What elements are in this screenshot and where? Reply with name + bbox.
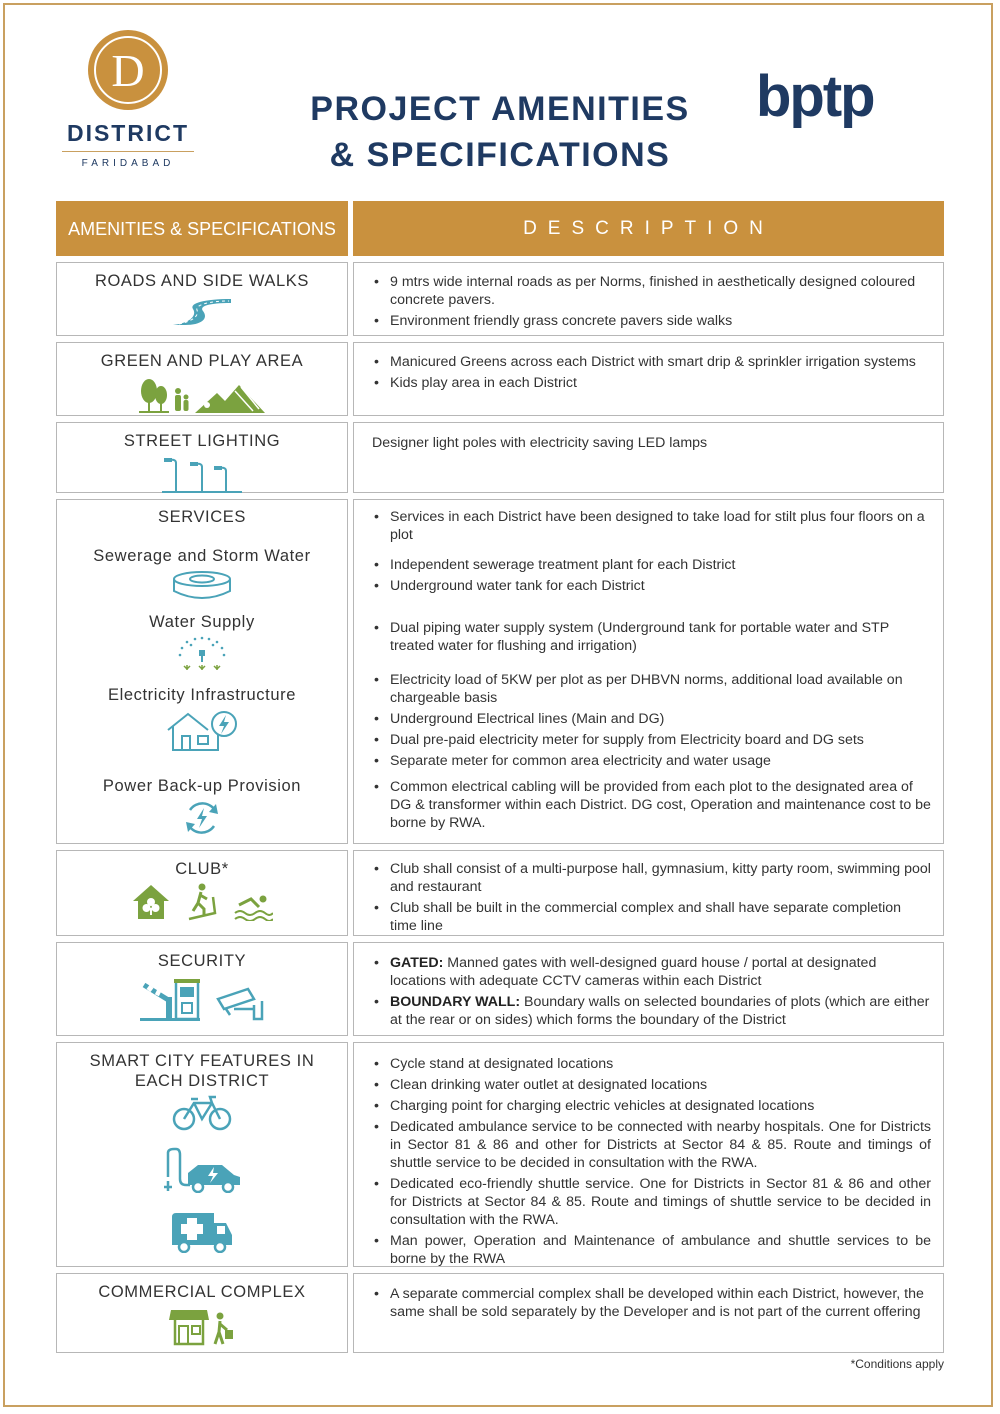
electricity-label: Electricity Infrastructure [108, 686, 296, 704]
shop-icon [169, 1308, 209, 1346]
list-item [372, 993, 931, 1029]
header-amenities: AMENITIES & SPECIFICATIONS [56, 201, 348, 256]
boom-barrier-icon [140, 977, 200, 1021]
list-item [372, 954, 931, 990]
svg-text:D: D [111, 45, 145, 96]
list-item: • Underground water tank for each District [372, 577, 931, 595]
sewerage-pipe-icon [172, 570, 232, 600]
green-label: GREEN AND PLAY AREA [100, 352, 304, 370]
roads-label: ROADS AND SIDE WALKS [94, 272, 310, 290]
list-item: • Clean drinking water outlet at designated locations [372, 1076, 931, 1094]
row-label-roads [56, 262, 348, 336]
list-item: • Electricity load of 5KW per plot as per DHBVN norms, additional load available on chargeable basis [372, 671, 931, 707]
brand-divider [62, 151, 194, 152]
row-desc-roads [353, 262, 944, 336]
list-item: • Club shall be built in the commercial complex and shall have separate completion time line [372, 899, 931, 935]
cctv-camera-icon [214, 985, 264, 1021]
treadmill-icon [187, 883, 217, 921]
page-title [280, 86, 720, 178]
list-item: • Manicured Greens across each District with smart drip & sprinkler irrigation systems [372, 353, 931, 371]
row-desc-green [353, 342, 944, 416]
smart-city-label-line-2: EACH DISTRICT [134, 1072, 270, 1090]
list-item: • 9 mtrs wide internal roads as per Norms, finished in aesthetically designed coloured concrete pavers. [372, 273, 931, 309]
list-item: • Services in each District have been designed to take load for stilt plus four floors on a plot [372, 508, 931, 544]
list-item: • Independent sewerage treatment plant for each District [372, 556, 931, 574]
commercial-label: COMMERCIAL COMPLEX [98, 1283, 306, 1301]
power-backup-label: Power Back-up Provision [102, 777, 302, 795]
smart-city-label [57, 1051, 347, 1091]
power-backup-icon [182, 800, 222, 836]
security-label: SECURITY [157, 952, 247, 970]
row-desc-street [353, 422, 944, 493]
street-description: Designer light poles with electricity saving LED lamps [372, 435, 708, 451]
gated-title: GATED: [390, 955, 444, 971]
row-desc-security [353, 942, 944, 1036]
row-label-security [56, 942, 348, 1036]
row-desc-smart-city [353, 1042, 944, 1267]
electric-vehicle-icon [162, 1147, 242, 1193]
row-label-club [56, 850, 348, 936]
list-item: • A separate commercial complex shall be developed within each District, however, the same shall be sold separately by the Developer and is not part of the current offering [372, 1285, 931, 1321]
bptp-logo-icon [756, 72, 942, 128]
road-icon [171, 297, 233, 327]
boundary-wall-title: BOUNDARY WALL: [390, 994, 521, 1010]
list-item: • Charging point for charging electric vehicles at designated locations [372, 1097, 931, 1115]
list-item: • Man power, Operation and Maintenance of ambulance and shuttle services to be borne by the RWA [372, 1232, 931, 1268]
row-label-commercial [56, 1273, 348, 1353]
row-label-street [56, 422, 348, 493]
district-emblem-icon [86, 28, 170, 112]
brand-location: FARIDABAD [81, 158, 175, 169]
district-logo [58, 28, 198, 169]
row-desc-club [353, 850, 944, 936]
title-line-1: PROJECT AMENITIES [310, 90, 690, 128]
list-item: • Dedicated ambulance service to be connected with nearby hospitals. One for Districts in Sector 81 & 86 and other for Districts at Sector 84 & 85. Route and timings of shuttle service to be decided in consultation with the RWA. [372, 1118, 931, 1172]
row-label-services [56, 499, 348, 844]
list-item: • Separate meter for common area electricity and water usage [372, 752, 931, 770]
list-item: • Kids play area in each District [372, 374, 931, 392]
list-item: • Common electrical cabling will be provided from each plot to the designated area of DG & transformer within each District. DG cost, Operation and maintenance cost to be borne by RWA. [372, 778, 931, 832]
boundary-wall-text: Boundary walls on selected boundaries of plots (which are either at the rear or on sides) which forms the boundary of the District [390, 994, 930, 1028]
street-label: STREET LIGHTING [123, 432, 281, 450]
row-label-green [56, 342, 348, 416]
gated-text: Manned gates with well-designed guard house / portal at designated locations with adequate CCTV cameras within each District [390, 955, 877, 989]
club-house-icon [131, 883, 171, 921]
tree-icon [139, 377, 169, 413]
row-desc-commercial [353, 1273, 944, 1353]
list-item: • Cycle stand at designated locations [372, 1055, 931, 1073]
title-line-2: & SPECIFICATIONS [329, 136, 671, 174]
row-desc-services [353, 499, 944, 844]
footnote: *Conditions apply [850, 1357, 944, 1371]
row-label-smart-city [56, 1042, 348, 1267]
list-item: • Underground Electrical lines (Main and DG) [372, 710, 931, 728]
list-item: • Environment friendly grass concrete pavers side walks [372, 312, 931, 330]
list-item: • Dedicated eco-friendly shuttle service. One for Districts in Sector 81 & 86 and other for Districts at Sector 84 & 85. Route and timings of shuttle service to be decided in consultation with the RWA. [372, 1175, 931, 1229]
water-sprinkler-icon [177, 636, 227, 672]
brand-name: DISTRICT [66, 120, 190, 146]
svg-text:bptp: bptp [756, 72, 874, 128]
list-item: • Dual piping water supply system (Underground tank for portable water and STP treated water for flushing and irrigation) [372, 619, 931, 655]
list-item: • Club shall consist of a multi-purpose hall, gymnasium, kitty party room, swimming pool and restaurant [372, 860, 931, 896]
list-item: • Dual pre-paid electricity meter for supply from Electricity board and DG sets [372, 731, 931, 749]
water-label: Water Supply [149, 613, 255, 631]
playground-icon [195, 381, 265, 413]
developer-logo [756, 72, 942, 133]
header-description: DESCRIPTION [353, 201, 944, 256]
services-label: SERVICES [158, 508, 246, 526]
sewerage-label: Sewerage and Storm Water [93, 547, 311, 565]
family-icon [173, 387, 191, 413]
ambulance-icon [170, 1211, 234, 1253]
street-light-icon [162, 457, 242, 493]
club-label: CLUB* [175, 860, 229, 878]
smart-city-label-line-1: SMART CITY FEATURES IN [89, 1052, 315, 1070]
shopper-icon [211, 1312, 235, 1346]
bicycle-icon [172, 1095, 232, 1131]
swimming-icon [233, 891, 273, 921]
house-electricity-icon [166, 710, 238, 752]
